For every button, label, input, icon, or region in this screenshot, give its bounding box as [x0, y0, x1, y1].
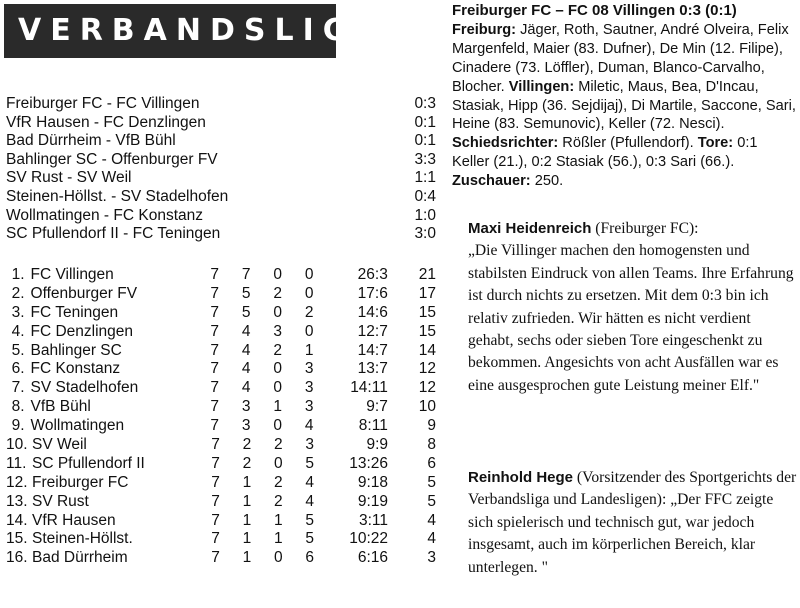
table-won: 1 — [242, 492, 252, 510]
table-drawn: 0 — [273, 303, 282, 321]
result-row — [6, 132, 436, 151]
table-won: 3 — [241, 417, 251, 435]
table-team: Steinen-Höllst. — [32, 530, 133, 548]
villingen-label: Villingen: — [508, 78, 575, 95]
table-points: 10 — [418, 398, 436, 416]
table-points: 14 — [418, 341, 436, 359]
table-drawn: 0 — [273, 266, 282, 283]
table-drawn: 1 — [273, 530, 283, 548]
table-won: 7 — [241, 266, 251, 283]
table-points: 17 — [418, 284, 436, 302]
table-position: 10. — [6, 436, 28, 454]
quote-text: „Die Villinger machen den homogensten und stabilsten Eindruck von allen Teams. Ihre Erfahrung ist durch nichts zu ersetzen. Mit dem 0:3 bin ich relativ zufrieden. Wir hätten es nicht verdient gehabt, sechs oder sieben Tore eingeschenkt zu bekommen. Angesichts von acht Ausfällen war es eine ausgesprochen gute Leistung meiner Elf." — [468, 242, 794, 394]
table-team: Freiburger FC — [32, 473, 129, 491]
table-won: 3 — [241, 398, 251, 416]
table-row — [6, 474, 436, 493]
table-won: 1 — [242, 511, 252, 529]
table-won: 1 — [242, 530, 252, 548]
table-team: SV Stadelhofen — [30, 379, 139, 397]
table-lost: 1 — [304, 341, 314, 359]
table-played: 7 — [210, 360, 220, 378]
quote-heidenreich — [468, 218, 798, 397]
table-position: 14. — [6, 511, 28, 529]
table-played: 7 — [210, 284, 220, 302]
result-match: VfR Hausen - FC Denzlingen — [6, 113, 206, 131]
table-played: 7 — [210, 398, 220, 416]
table-drawn: 3 — [273, 322, 282, 340]
table-drawn: 1 — [273, 511, 283, 529]
quote-text: „Der FFC zeigte sich spielerisch und technisch gut, war jedoch insgesamt, auch im körperlichen Bereich, klar unterlegen. " — [468, 491, 774, 576]
table-won: 4 — [241, 341, 251, 359]
table-position: 9. — [11, 417, 25, 435]
table-drawn: 2 — [273, 492, 283, 510]
table-row — [6, 455, 436, 474]
table-row — [6, 417, 436, 436]
table-points: 12 — [418, 360, 436, 378]
table-goals: 9:9 — [366, 436, 389, 454]
table-drawn: 0 — [273, 454, 283, 472]
table-lost: 5 — [305, 511, 314, 529]
table-position: 11. — [6, 454, 27, 472]
table-won: 2 — [242, 454, 252, 472]
standings-table — [6, 266, 436, 568]
table-team: SV Weil — [32, 436, 87, 454]
table-team: FC Teningen — [30, 303, 119, 321]
table-goals: 9:7 — [366, 398, 388, 416]
table-position: 4. — [11, 322, 25, 340]
table-row — [6, 266, 436, 285]
table-points: 8 — [427, 436, 436, 454]
table-team: Bad Dürrheim — [32, 549, 128, 567]
table-points: 9 — [427, 417, 436, 435]
table-won: 4 — [241, 360, 251, 378]
quote-author: Maxi Heidenreich — [468, 220, 592, 237]
table-row — [6, 512, 436, 531]
table-goals: 6:16 — [357, 549, 389, 567]
table-lost: 4 — [305, 473, 314, 491]
table-played: 7 — [211, 436, 220, 454]
table-played: 7 — [211, 454, 220, 472]
table-won: 2 — [242, 436, 252, 454]
table-goals: 14:6 — [357, 303, 388, 321]
table-position: 3. — [11, 303, 25, 321]
table-goals: 12:7 — [357, 322, 388, 340]
table-goals: 9:18 — [357, 473, 389, 491]
table-position: 13. — [6, 492, 28, 510]
table-team: SV Rust — [32, 492, 89, 510]
villingen-lineup: Miletic, Maus, Bea, D'Incau, Stasiak, Hipp (36. Sejdijaj), Di Martile, Saccone, Sari, Heine (83. Semunovic), Keller (72. Nesci). — [452, 78, 796, 133]
table-goals: 13:7 — [357, 360, 388, 378]
table-goals: 10:22 — [349, 530, 389, 548]
result-row — [6, 225, 436, 244]
table-played: 7 — [211, 511, 220, 529]
table-played: 7 — [210, 322, 220, 340]
table-lost: 4 — [305, 492, 314, 510]
table-goals: 9:19 — [357, 492, 389, 510]
table-position: 1. — [11, 266, 25, 283]
table-team: FC Villingen — [30, 266, 114, 283]
report-headline: Freiburger FC – FC 08 Villingen 0:3 (0:1) — [452, 2, 737, 19]
table-lost: 3 — [304, 360, 314, 378]
result-score: 3:0 — [414, 225, 436, 243]
table-drawn: 2 — [273, 473, 283, 491]
table-row — [6, 323, 436, 342]
table-position: 6. — [11, 360, 25, 378]
table-goals: 13:26 — [349, 454, 389, 472]
table-lost: 5 — [305, 530, 314, 548]
result-score: 0:1 — [414, 113, 436, 131]
table-team: SC Pfullendorf II — [32, 454, 145, 472]
table-row — [6, 285, 436, 304]
result-match: Bad Dürrheim - VfB Bühl — [6, 132, 176, 150]
table-won: 1 — [242, 473, 252, 491]
table-row — [6, 436, 436, 455]
result-match: Freiburger FC - FC Villingen — [6, 95, 200, 112]
match-report — [452, 2, 798, 191]
table-team: Wollmatingen — [30, 417, 125, 435]
result-score: 3:3 — [414, 150, 436, 168]
result-row — [6, 169, 436, 188]
table-points: 21 — [418, 266, 436, 283]
table-played: 7 — [211, 549, 220, 567]
report-body — [452, 21, 798, 191]
result-row — [6, 151, 436, 170]
table-played: 7 — [210, 341, 220, 359]
table-points: 4 — [427, 530, 436, 548]
table-row — [6, 398, 436, 417]
table-points: 12 — [418, 379, 436, 397]
table-played: 7 — [210, 266, 220, 283]
table-points: 5 — [427, 473, 436, 491]
table-points: 3 — [427, 549, 436, 567]
table-lost: 5 — [305, 454, 314, 472]
result-score: 0:4 — [414, 187, 436, 205]
results-list — [6, 95, 436, 244]
result-match: Wollmatingen - FC Konstanz — [6, 206, 203, 224]
table-team: VfB Bühl — [30, 398, 91, 416]
result-row — [6, 188, 436, 207]
freiburg-lineup: Jäger, Roth, Sautner, André Olveira, Felix Margenfeld, Maier (83. Dufner), De Min (12. Filipe), Cinadere (73. Löffler), Duman, Blanco-Carvalho, Blocher. — [452, 21, 789, 95]
table-drawn: 0 — [273, 379, 282, 397]
table-row — [6, 342, 436, 361]
table-lost: 6 — [305, 549, 314, 567]
table-goals: 14:7 — [357, 341, 388, 359]
table-lost: 0 — [304, 284, 314, 302]
table-played: 7 — [211, 473, 220, 491]
table-lost: 0 — [304, 322, 314, 340]
table-goals: 8:11 — [358, 417, 388, 435]
table-won: 1 — [242, 549, 252, 567]
table-lost: 0 — [304, 266, 314, 283]
table-position: 16. — [6, 549, 28, 567]
table-position: 2. — [11, 284, 25, 302]
table-points: 15 — [418, 303, 436, 321]
result-row — [6, 95, 436, 114]
table-lost: 3 — [304, 398, 314, 416]
table-points: 4 — [427, 511, 436, 529]
table-drawn: 2 — [273, 341, 282, 359]
table-position: 7. — [11, 379, 25, 397]
table-goals: 3:11 — [359, 511, 389, 529]
table-row — [6, 493, 436, 512]
result-score: 1:0 — [414, 206, 436, 224]
table-won: 5 — [241, 303, 251, 321]
table-row — [6, 549, 436, 568]
result-match: Steinen-Höllst. - SV Stadelhofen — [6, 187, 229, 205]
freiburg-label: Freiburg: — [452, 21, 517, 38]
table-played: 7 — [211, 530, 220, 548]
table-row — [6, 530, 436, 549]
table-won: 5 — [241, 284, 251, 302]
table-team: VfR Hausen — [32, 511, 116, 529]
table-played: 7 — [210, 303, 220, 321]
table-position: 5. — [11, 341, 25, 359]
table-lost: 3 — [304, 379, 314, 397]
table-team: Offenburger FV — [30, 284, 138, 302]
table-team: FC Konstanz — [30, 360, 121, 378]
table-drawn: 1 — [273, 398, 282, 416]
table-team: Bahlinger SC — [30, 341, 122, 359]
section-banner: VERBANDSLIGA — [4, 4, 336, 58]
right-column — [452, 0, 800, 608]
table-row — [6, 360, 436, 379]
table-position: 15. — [6, 530, 28, 548]
result-row — [6, 207, 436, 226]
quote-role: (Freiburger FC): — [591, 220, 699, 237]
table-points: 15 — [418, 322, 436, 340]
table-drawn: 0 — [273, 360, 282, 378]
spectators-label: Zuschauer: — [452, 173, 531, 190]
goals-label: Tore: — [697, 135, 734, 152]
table-played: 7 — [210, 417, 220, 435]
referee-label: Schiedsrichter: — [452, 135, 559, 152]
table-row — [6, 379, 436, 398]
quote-role: (Vorsitzender des Sportgerichts der Verbandsliga und Landesligen): — [468, 469, 797, 509]
table-points: 6 — [427, 454, 436, 472]
table-position: 8. — [11, 398, 25, 416]
table-row — [6, 304, 436, 323]
result-match: Bahlinger SC - Offenburger FV — [6, 150, 218, 168]
result-score: 1:1 — [414, 169, 436, 187]
table-won: 4 — [241, 379, 251, 397]
quote-author: Reinhold Hege — [468, 469, 574, 486]
result-match: SC Pfullendorf II - FC Teningen — [6, 225, 221, 243]
table-position: 12. — [6, 473, 28, 491]
table-drawn: 0 — [273, 549, 283, 567]
table-lost: 4 — [304, 417, 314, 435]
table-played: 7 — [210, 379, 220, 397]
table-drawn: 2 — [273, 284, 282, 302]
table-goals: 14:11 — [350, 379, 388, 397]
table-lost: 3 — [305, 436, 314, 454]
referee: Rößler (Pfullendorf). — [558, 135, 698, 152]
table-drawn: 0 — [273, 417, 282, 435]
result-match: SV Rust - SV Weil — [6, 169, 132, 187]
table-drawn: 2 — [273, 436, 283, 454]
table-goals: 17:6 — [357, 284, 388, 302]
goal-scorers: 0:1 Keller (21.), 0:2 Stasiak (56.), 0:3 Sari (66.). — [452, 135, 758, 171]
spectators: 250. — [530, 173, 564, 190]
table-lost: 2 — [304, 303, 314, 321]
table-points: 5 — [427, 492, 436, 510]
table-played: 7 — [211, 492, 220, 510]
result-score: 0:3 — [414, 95, 436, 112]
table-team: FC Denzlingen — [30, 322, 134, 340]
result-row — [6, 114, 436, 133]
table-won: 4 — [241, 322, 251, 340]
quote-hege — [468, 467, 798, 579]
result-score: 0:1 — [414, 132, 436, 150]
table-goals: 26:3 — [357, 266, 388, 283]
